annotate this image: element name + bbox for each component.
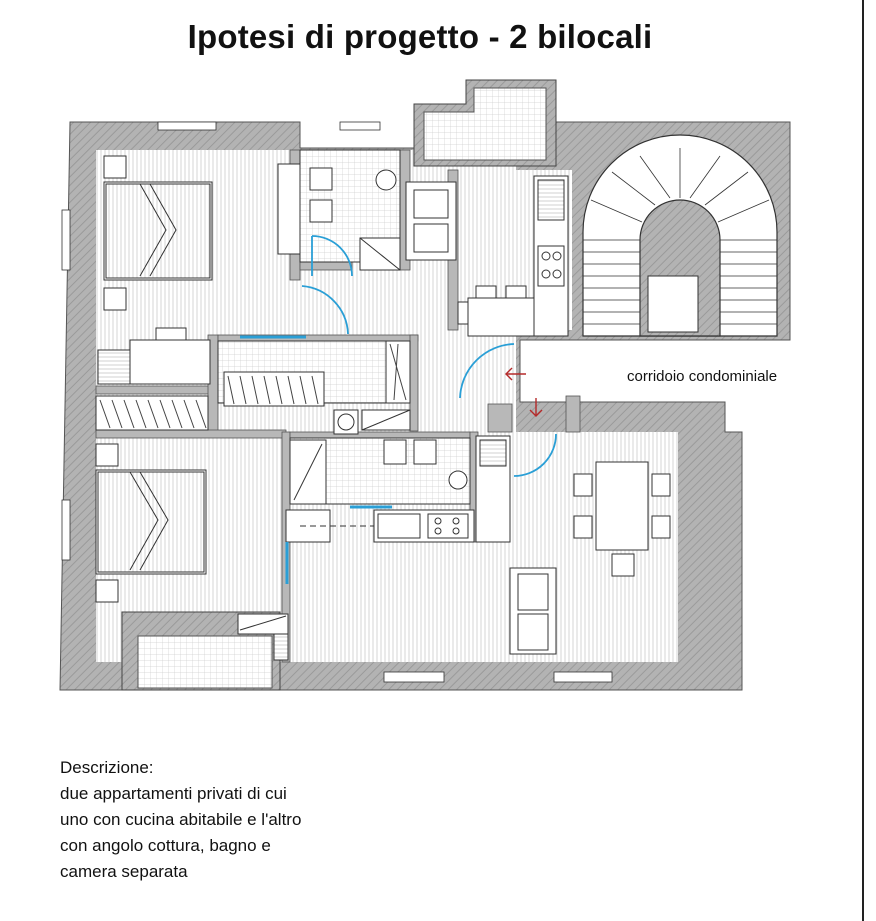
wardrobe-icon xyxy=(96,396,208,430)
stove-icon xyxy=(538,246,564,286)
description xyxy=(60,755,301,885)
page-title: Ipotesi di progetto - 2 bilocali xyxy=(187,18,653,55)
bathroom-top xyxy=(278,150,400,270)
toilet-icon xyxy=(310,168,332,190)
description-line: con angolo cottura, bagno e xyxy=(60,836,271,855)
corridor-label: corridoio condominiale xyxy=(627,368,778,385)
bathroom-bottom xyxy=(290,438,470,504)
balcony-top xyxy=(414,80,556,166)
stove-icon xyxy=(428,514,468,538)
sink-icon xyxy=(378,514,420,538)
description-line: uno con cucina abitabile e l'altro xyxy=(60,810,302,829)
description-line: camera separata xyxy=(60,862,188,881)
sink-icon xyxy=(310,200,332,222)
sofa-icon xyxy=(406,182,456,260)
staircase-icon xyxy=(572,132,780,336)
description-line: due appartamenti privati di cui xyxy=(60,784,287,803)
sofa-icon-2 xyxy=(510,568,556,654)
description-heading: Descrizione: xyxy=(60,758,154,777)
